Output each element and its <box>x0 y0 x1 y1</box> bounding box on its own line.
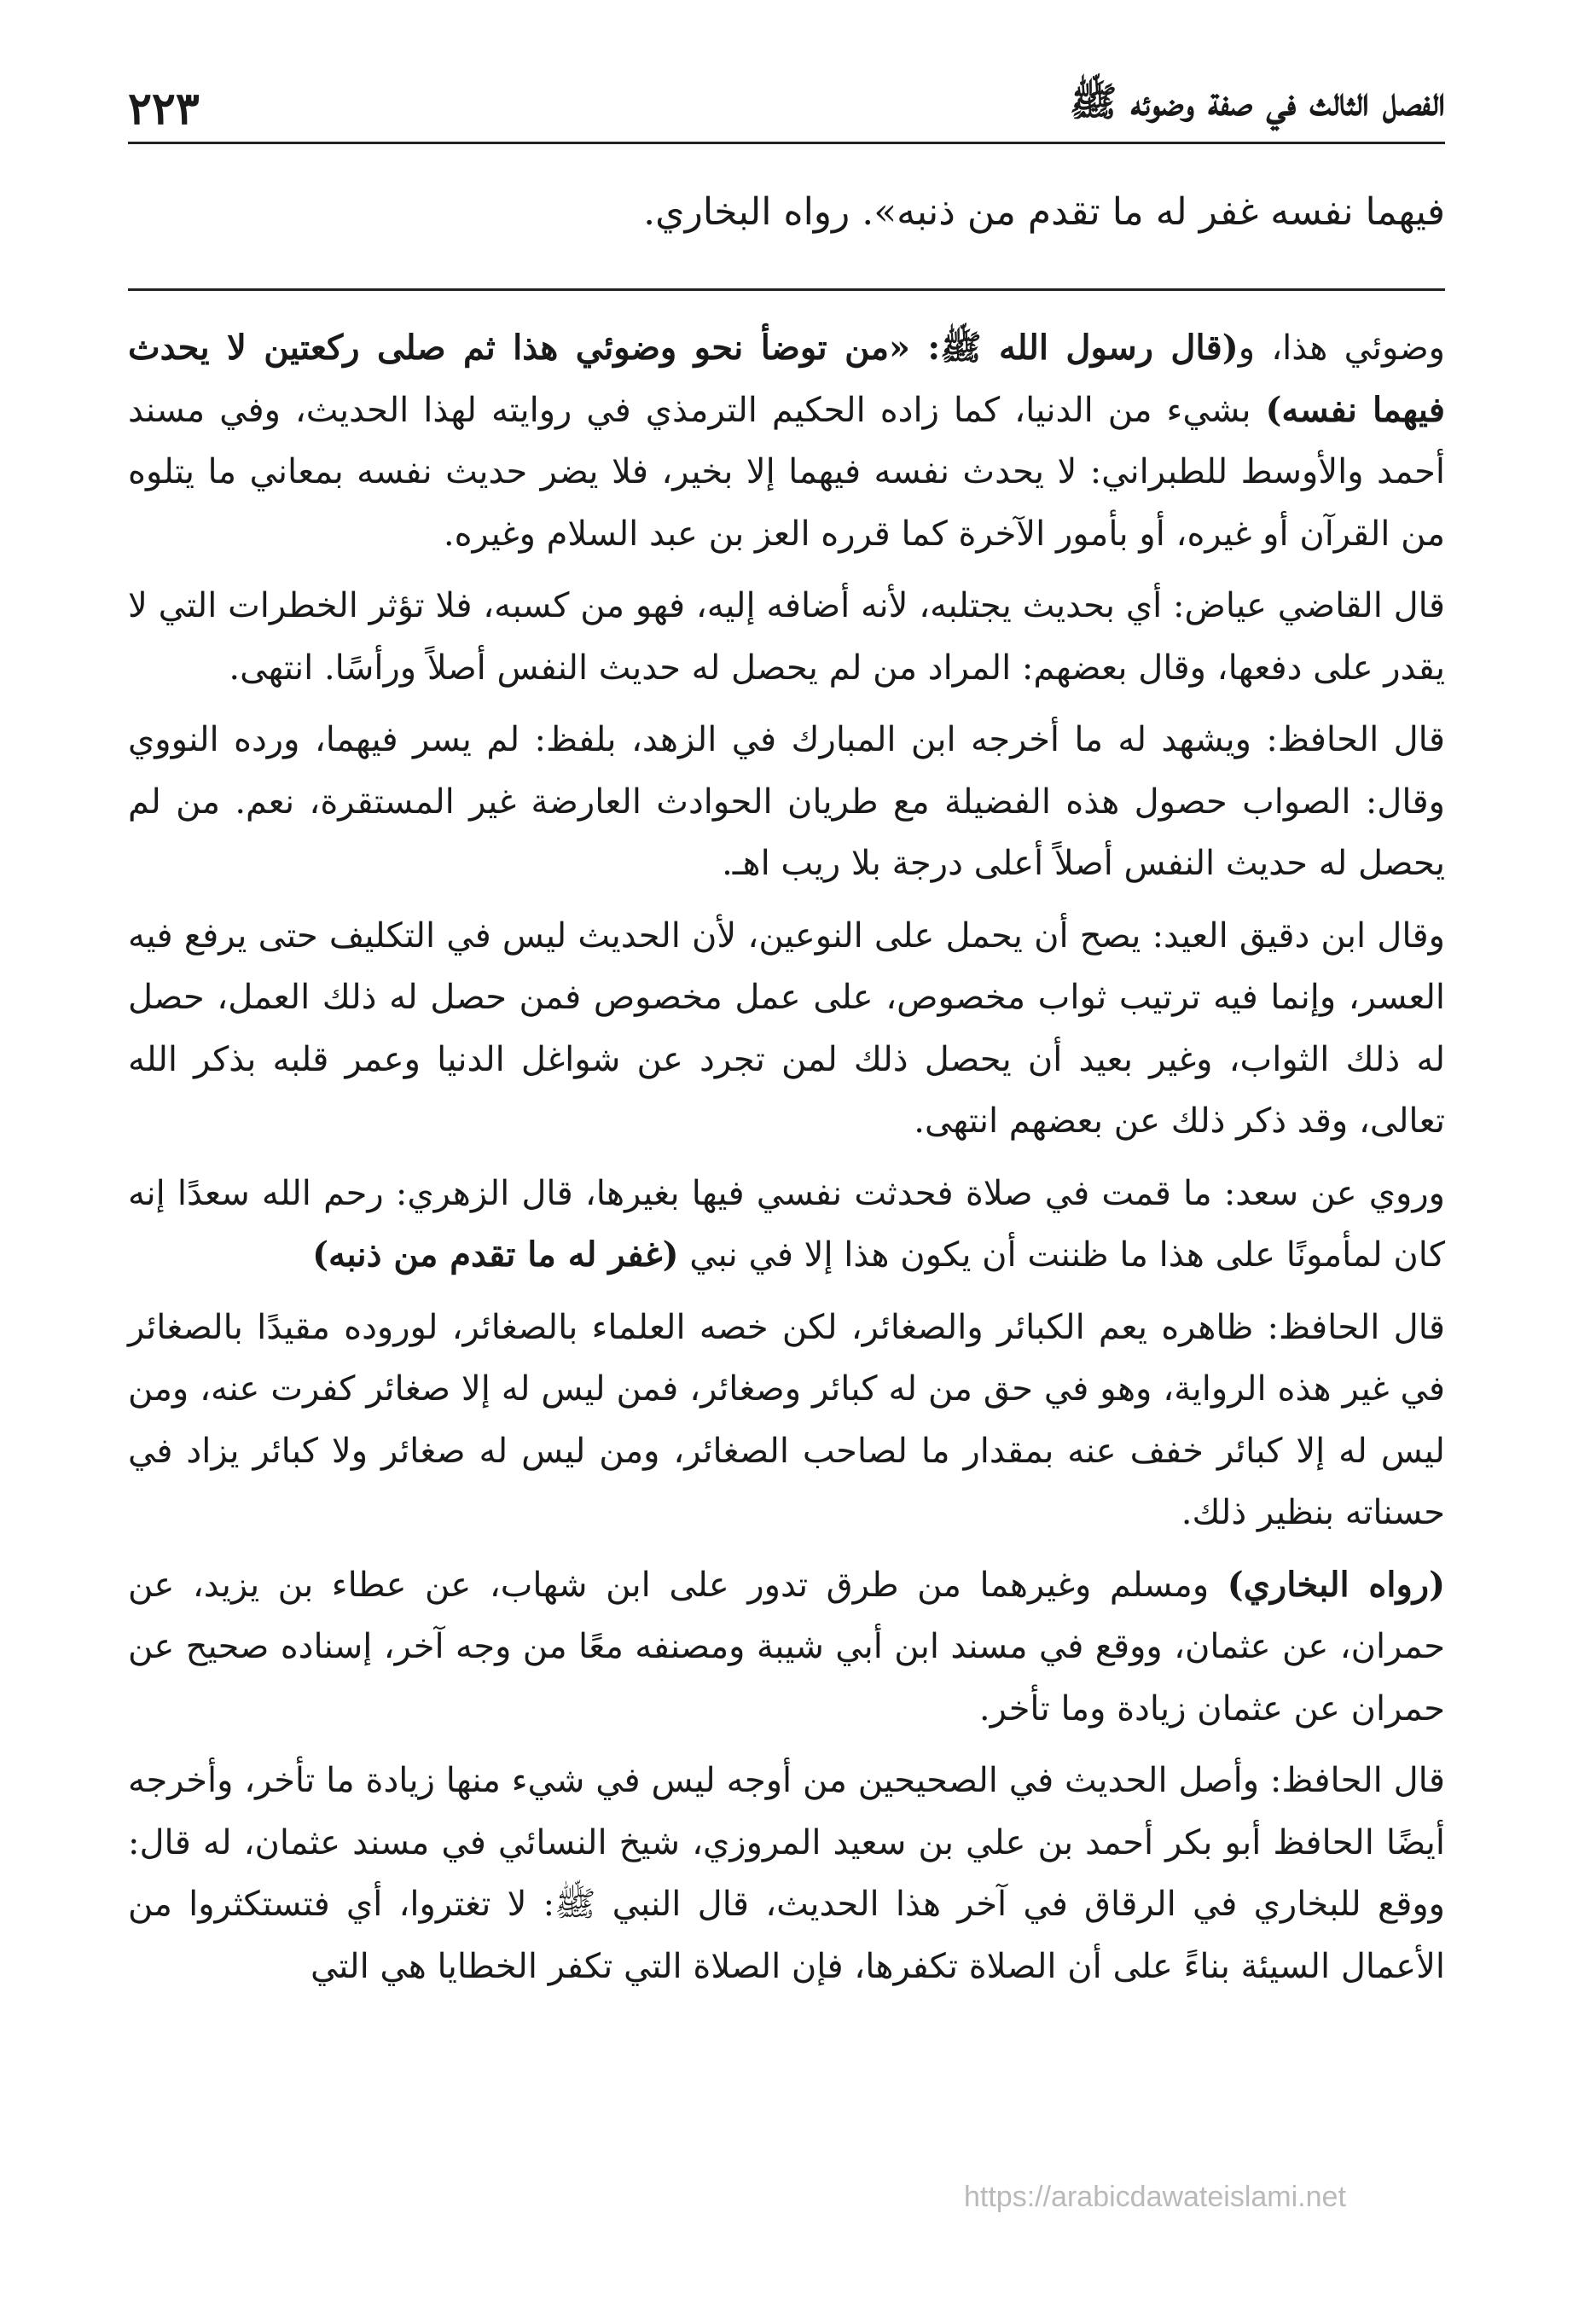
paragraph <box>128 1297 1445 1544</box>
paragraph-text: بشيء من الدنيا، كما زاده الحكيم الترمذي في روايته لهذا الحديث، وفي مسند أحمد والأوسط للطبراني: لا يحدث نفسه فيهما إلا بخير، فلا يضر حديث نفسه بمعاني ما يتلوه من القرآن أو غيره، أو بأمور الآخرة كما قرره العز بن عبد السلام وغيره. <box>128 390 1445 554</box>
paragraph-text: وروي عن سعد: ما قمت في صلاة فحدثت نفسي فيها بغيرها، قال الزهري: رحم الله سعدًا إنه كان لمأمونًا على هذا ما ظننت أن يكون هذا إلا في نبي <box>128 1173 1445 1275</box>
paragraph-text: قال القاضي عياض: أي بحديث يجتلبه، لأنه أضافه إليه، فهو من كسبه، فلا تؤثر الخطرات التي لا يقدر على دفعها، وقال بعضهم: المراد من لم يحصل له حديث النفس أصلاً ورأسًا. انتهى. <box>128 586 1445 688</box>
page-header <box>128 67 1445 135</box>
paragraph <box>128 905 1445 1153</box>
paragraph-text: ومسلم وغيرهما من طرق تدور على ابن شهاب، عن عطاء بن يزيد، عن حمران، عن عثمان، ووقع في مسند ابن أبي شيبة ومصنفه معًا من وجه آخر، إسناده صحيح عن حمران عن عثمان زيادة وما تأخر. <box>128 1565 1445 1728</box>
page-number: ٢٢٣ <box>128 83 200 135</box>
paragraph <box>128 1163 1445 1287</box>
bold-quote: (غفر له ما تقدم من ذنبه) <box>312 1235 679 1275</box>
commentary-body <box>128 317 1445 2007</box>
footnote-continuation: فيهما نفسه غفر له ما تقدم من ذنبه». رواه البخاري. <box>643 190 1445 234</box>
section-separator <box>128 288 1445 291</box>
paragraph-text: وضوئي هذا، و <box>1238 328 1445 368</box>
header-rule <box>128 142 1445 144</box>
paragraph <box>128 1750 1445 1997</box>
paragraph-text: وقال ابن دقيق العيد: يصح أن يحمل على النوعين، لأن الحديث ليس في التكليف حتى يرفع فيه العسر، وإنما فيه ترتيب ثواب مخصوص، على عمل مخصوص فمن حصل له ذلك العمل، حصل له ذلك الثواب، وغير بعيد أن يحصل ذلك لمن تجرد عن شواغل الدنيا وعمر قلبه بذكر الله تعالى، وقد ذكر ذلك عن بعضهم انتهى. <box>128 915 1445 1141</box>
bold-quote: (رواه البخاري) <box>1227 1564 1445 1605</box>
watermark-url: https://arabicdawateislami.net <box>964 2181 1346 2213</box>
paragraph <box>128 1554 1445 1740</box>
paragraph-text: قال الحافظ: ويشهد له ما أخرجه ابن المبارك في الزهد، بلفظ: لم يسر فيهما، ورده النووي وقال: الصواب حصول هذه الفضيلة مع طريان الحوادث العارضة غير المستقرة، نعم. من لم يحصل له حديث النفس أصلاً أعلى درجة بلا ريب اهـ. <box>128 720 1445 883</box>
paragraph <box>128 317 1445 565</box>
paragraph <box>128 709 1445 895</box>
chapter-title: الفصل الثالث في صفة وضوئه ﷺ <box>1069 78 1445 125</box>
bold-quote: (قال رسول الله ﷺ: «من توضأ نحو وضوئي هذا ثم صلى ركعتين لا يحدث فيهما نفسه) <box>128 328 1445 430</box>
paragraph-text: قال الحافظ: وأصل الحديث في الصحيحين من أوجه ليس في شيء منها زيادة ما تأخر، وأخرجه أيضًا الحافظ أبو بكر أحمد بن علي بن سعيد المروزي، شيخ النسائي في مسند عثمان، له قال: ووقع للبخاري في الرقاق في آخر هذا الحديث، قال النبي ﷺ: لا تغتروا، أي فتستكثروا من الأعمال السيئة بناءً على أن الصلاة تكفرها، فإن الصلاة التي تكفر الخطايا هي التي <box>128 1761 1445 1986</box>
paragraph <box>128 575 1445 699</box>
paragraph-text: قال الحافظ: ظاهره يعم الكبائر والصغائر، لكن خصه العلماء بالصغائر، لوروده مقيدًا بالصغائر في غير هذه الرواية، وهو في حق من له كبائر وصغائر، فمن ليس له إلا صغائر كفرت عنه، ومن ليس له إلا كبائر خفف عنه بمقدار ما لصاحب الصغائر، ومن ليس له صغائر ولا كبائر يزاد في حسناته بنظير ذلك. <box>128 1307 1445 1532</box>
